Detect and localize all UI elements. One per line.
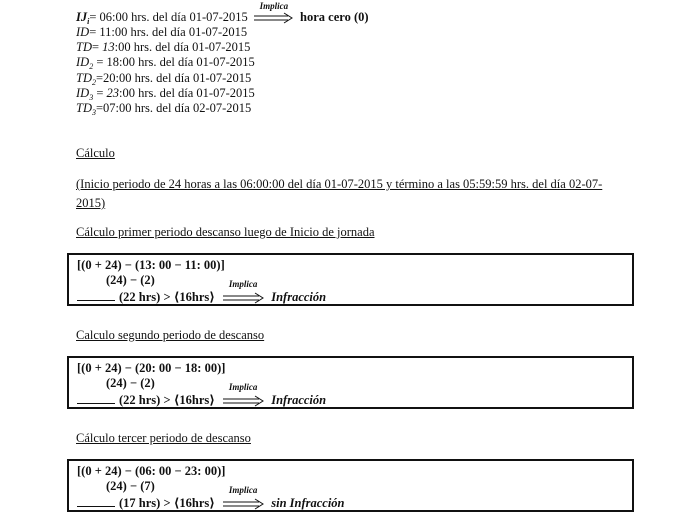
td3-label: TD [76, 101, 92, 115]
section-2-result: Infracción [271, 393, 327, 407]
section-3-box [67, 459, 634, 512]
double-arrow-icon [254, 12, 294, 24]
id3-label: ID [76, 86, 90, 100]
underline [77, 403, 115, 404]
hora-cero: hora cero (0) [300, 10, 369, 24]
implies-arrow [254, 1, 294, 24]
id3-eq: = [93, 86, 107, 100]
line-id3 [76, 86, 255, 101]
implies-label: Implica [228, 279, 258, 290]
implies-arrow [221, 279, 265, 304]
td2-value: =20:00 hrs. del día 01-07-2015 [95, 71, 252, 85]
td3-value: =07:00 hrs. del día 02-07-2015 [95, 101, 252, 115]
id2-value: = 18:00 hrs. del día 01-07-2015 [93, 55, 255, 69]
underline [77, 506, 115, 507]
line-ij [76, 1, 369, 26]
section-2-heading: Calculo segundo periodo de descanso [76, 328, 265, 342]
intro-paragraph: (Inicio periodo de 24 horas a las 06:00:00 del día 01-07-2015 y término a las 05:59:59 hrs. del día 02-07-2015) [76, 177, 603, 210]
double-arrow-icon [221, 498, 265, 510]
section-3-heading: Cálculo tercer periodo de descanso [76, 431, 251, 445]
td-time: 13 [102, 40, 115, 54]
td-label: TD [76, 40, 92, 54]
id-label: ID [76, 25, 90, 39]
line-td2 [76, 71, 251, 86]
section-1-result: Infracción [271, 290, 327, 304]
section-3-formula-row1: [(0 + 24) − (06: 00 − 23: 00)] [77, 464, 226, 478]
section-1-comparison: (22 hrs) > ⟨16hrs⟩ [119, 290, 215, 304]
td-value: :00 hrs. del día 01-07-2015 [114, 40, 251, 54]
id3-subscript: 3 [89, 93, 94, 102]
underline [77, 300, 115, 301]
section-1-heading: Cálculo primer periodo descanso luego de Inicio de jornada [76, 225, 375, 239]
td2-subscript: 2 [91, 78, 96, 87]
section-1-formula-row1: [(0 + 24) − (13: 00 − 11: 00)] [77, 258, 225, 272]
implies-label: Implica [259, 1, 289, 12]
section-2-comparison: (22 hrs) > ⟨16hrs⟩ [119, 393, 215, 407]
double-arrow-icon [221, 395, 265, 407]
ij-subscript: i [87, 17, 90, 26]
implies-arrow [221, 485, 265, 510]
double-arrow-icon [221, 292, 265, 304]
implies-label: Implica [228, 382, 258, 393]
section-2-box [67, 356, 634, 409]
line-td3 [76, 101, 251, 116]
ij-label: IJ [76, 10, 88, 24]
line-id [76, 25, 247, 40]
section-3-result: sin Infracción [271, 496, 345, 510]
id3-time: 23 [106, 86, 120, 100]
ij-value: = 06:00 hrs. del día 01-07-2015 [89, 10, 248, 24]
section-2-formula-row2: (24) − (2) [106, 376, 155, 390]
implies-arrow [221, 382, 265, 407]
id-value: = 11:00 hrs. del día 01-07-2015 [89, 25, 248, 39]
td-eq: = [91, 40, 103, 54]
td3-subscript: 3 [91, 108, 96, 117]
section-1-formula-row2: (24) − (2) [106, 273, 155, 287]
calculo-heading: Cálculo [76, 146, 115, 160]
section-1-box [67, 253, 634, 306]
line-td [76, 40, 250, 55]
id2-label: ID [76, 55, 90, 69]
line-id2 [76, 55, 255, 70]
section-2-formula-row1: [(0 + 24) − (20: 00 − 18: 00)] [77, 361, 226, 375]
implies-label: Implica [228, 485, 258, 496]
id2-subscript: 2 [89, 62, 94, 71]
id3-value: :00 hrs. del día 01-07-2015 [119, 86, 255, 100]
td2-label: TD [76, 71, 92, 85]
section-3-formula-row2: (24) − (7) [106, 479, 155, 493]
section-3-comparison: (17 hrs) > ⟨16hrs⟩ [119, 496, 215, 510]
